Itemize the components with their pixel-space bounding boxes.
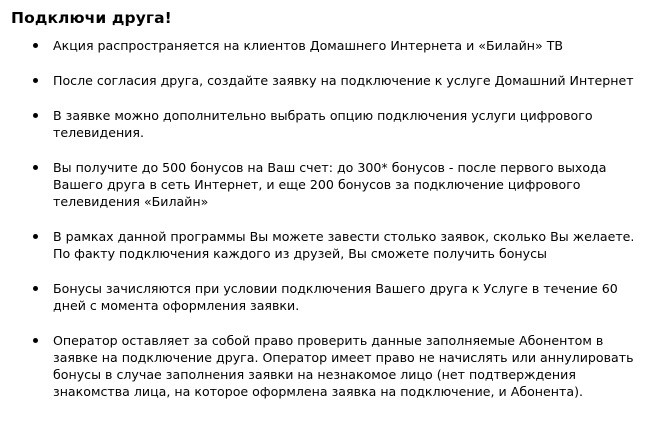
list-item: [11, 37, 651, 54]
list-item-text: После согласия друга, создайте заявку на подключение к услуге Домашний Интернет: [53, 73, 634, 88]
list-item: [11, 72, 651, 89]
bullet-icon: [33, 43, 38, 48]
bullet-icon: [33, 113, 38, 118]
rules-list: [11, 37, 651, 400]
list-item-text: В заявке можно дополнительно выбрать опцию подключения услуги цифрового телевидения.: [53, 108, 593, 140]
list-item-text: В рамках данной программы Вы можете завести столько заявок, сколько Вы желаете. По факту подключения каждого из друзей, Вы сможете получить бонусы: [53, 229, 635, 261]
list-item: [11, 107, 651, 141]
list-item: [11, 159, 651, 210]
page-title: Подключи друга!: [11, 9, 172, 27]
list-item: [11, 280, 651, 314]
bullet-icon: [33, 338, 38, 343]
list-item-text: Вы получите до 500 бонусов на Ваш счет: до 300* бонусов - после первого выхода Вашего друга в сеть Интернет, и еще 200 бонусов за подключение цифрового телевидения «Билайн»: [53, 160, 607, 209]
bullet-icon: [33, 286, 38, 291]
list-item: [11, 332, 651, 400]
bullet-icon: [33, 78, 38, 83]
bullet-icon: [33, 165, 38, 170]
bullet-icon: [33, 234, 38, 239]
list-item-text: Оператор оставляет за собой право проверить данные заполняемые Абонентом в заявке на подключение друга. Оператор имеет право не начислять или аннулировать бонусы в случае заполнения заявки на незнакомое лицо (нет подтверждения знакомства лица, на которое оформлена заявка на подключение, и Абонента).: [53, 333, 634, 399]
list-item-text: Бонусы зачисляются при условии подключения Вашего друга к Услуге в течение 60 дней с момента оформления заявки.: [53, 281, 618, 313]
list-item: [11, 228, 651, 262]
list-item-text: Акция распространяется на клиентов Домашнего Интернета и «Билайн» ТВ: [53, 38, 564, 53]
